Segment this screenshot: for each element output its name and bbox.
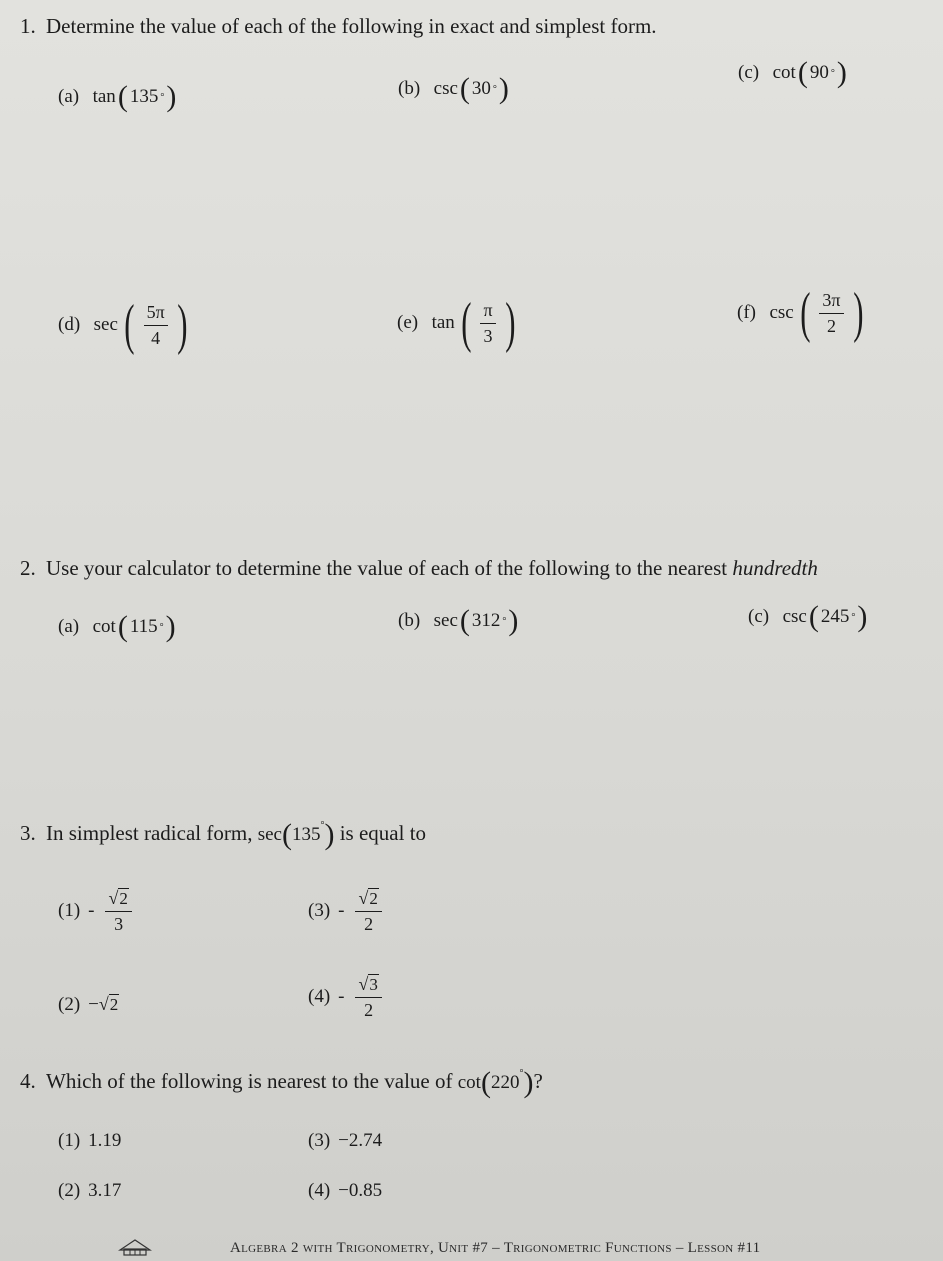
q1-part-c: (c) cot ( 90 ° ) <box>738 56 847 89</box>
question-3-prompt: 3. In simplest radical form, sec(135°) is equal to <box>20 818 427 851</box>
q2-part-b: (b) sec ( 312 ° ) <box>398 604 519 637</box>
q3-option-1: (1) - √ 2 3 <box>58 888 135 934</box>
q4-option-2: (2) 3.17 <box>58 1180 122 1201</box>
q4-option-3: (3) −2.74 <box>308 1130 383 1151</box>
question-2-prompt: 2. Use your calculator to determine the value of each of the following to the nearest hundredth <box>20 556 818 580</box>
q3-option-2: (2) − √ 2 <box>58 994 119 1015</box>
question-1-prompt: 1. Determine the value of each of the following in exact and simplest form. <box>20 14 657 38</box>
q4-option-4: (4) −0.85 <box>308 1180 383 1201</box>
question-4-prompt: 4. Which of the following is nearest to the value of cot(220°)? <box>20 1066 543 1099</box>
q1-part-d: (d) sec ( $\frac{5\pi}{4}$ ) <box>58 293 188 356</box>
q3-option-3: (3) - √ 2 2 <box>308 888 385 934</box>
q4-option-1: (1) 1.19 <box>58 1130 122 1151</box>
q1-part-f: (f) csc ( $\frac{3\pi}{2}$ ) <box>737 281 863 344</box>
q1-part-a: (a) tan ( 135 ° ) <box>58 80 177 113</box>
q3-option-4: (4) - √ 3 2 <box>308 974 385 1020</box>
q1-part-e: (e) tan ( $\frac{\pi}{3}$ ) <box>397 291 516 354</box>
q1-part-b: (b) csc ( 30 ° ) <box>398 72 509 105</box>
q2-part-a: (a) cot ( 115 ° ) <box>58 610 176 643</box>
footer-text: Algebra 2 with Trigonometry, Unit #7 – Trigonometric Functions – Lesson #11 <box>230 1240 761 1256</box>
q2-part-c: (c) csc ( 245 ° ) <box>748 600 868 633</box>
house-logo-icon <box>118 1238 152 1261</box>
